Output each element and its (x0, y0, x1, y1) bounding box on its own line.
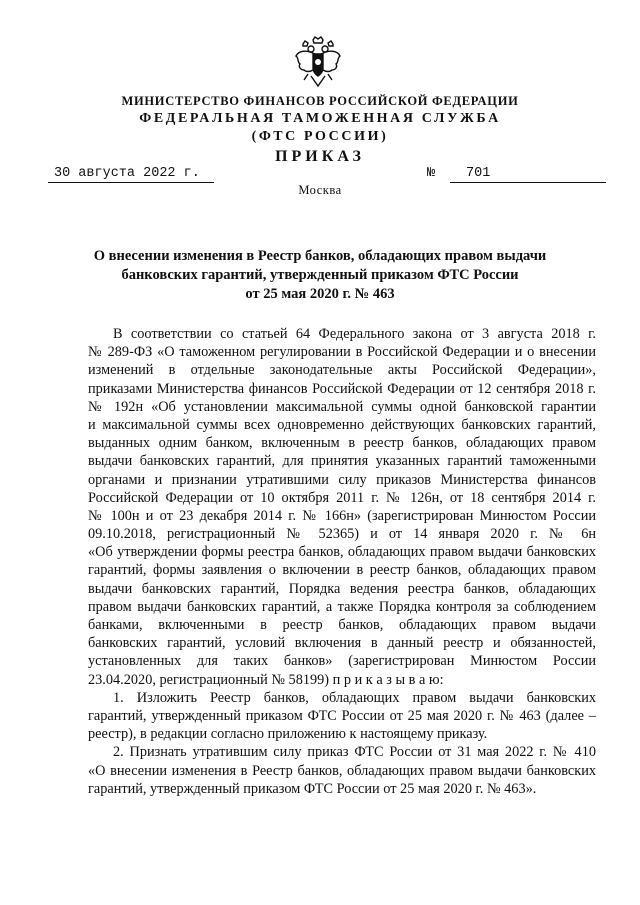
body-line: 23.04.2020, регистрационный № 58199) п р и к а з ы в а ю: (88, 671, 444, 688)
body-line: и максимальной суммы всех одновременно действующих банковских гарантий, (88, 416, 596, 433)
order-number-label: № (427, 166, 436, 181)
body-line: изменений в отдельные законодательные акты Российской Федерации», (88, 362, 596, 379)
body-line: правом выдачи банковских гарантий, а также Порядка контроля за соблюдением (88, 598, 596, 615)
order-number: 701 (450, 166, 606, 183)
body-line: выдачи банковских гарантий, Порядка ведения реестра банков, обладающих (88, 580, 596, 597)
title-line: банковских гарантий, утвержденный приказом ФТС России (121, 267, 519, 283)
body-line: гарантий, формы заявления о включении в реестр банков, обладающих правом (88, 562, 596, 579)
document-type: ПРИКАЗ (275, 148, 365, 165)
body-line: установленных для таких банков» (зарегистрирован Минюстом России (88, 653, 596, 670)
document-body (88, 325, 596, 798)
body-line: В соответствии со статьей 64 Федерального закона от 3 августа 2018 г. (113, 326, 596, 342)
body-line: органами и признании утратившими силу приказов Министерства финансов (88, 471, 596, 488)
city: Москва (298, 183, 342, 197)
body-line: банковских гарантий, условий включения в данный реестр и обязанностей, (88, 635, 596, 652)
item-1-line: 1. Изложить Реестр банков, обладающих правом выдачи банковских (113, 689, 596, 706)
body-line: 09.10.2018, регистрационный № 52365) и от 14 января 2020 г. № 6н (88, 526, 596, 543)
item-1-line: гарантий, утвержденный приказом ФТС России от 25 мая 2020 г. № 463 (далее – (88, 707, 596, 724)
body-line: приказами Министерства финансов Российской Федерации от 12 сентября 2018 г. (88, 380, 596, 397)
title-line: О внесении изменения в Реестр банков, обладающих правом выдачи (93, 248, 547, 264)
body-line: выдачи банковских гарантий, для принятия указанных гарантий таможенными (88, 453, 596, 470)
ministry-name: МИНИСТЕРСТВО ФИНАНСОВ РОССИЙСКОЙ ФЕДЕРАЦИИ (121, 94, 519, 108)
item-2-line: «О внесении изменения в Реестр банков, обладающих правом выдачи банковских (88, 762, 596, 779)
item-1-line: реестр), в редакции согласно приложению к настоящему приказу. (88, 726, 488, 743)
document-title (60, 247, 580, 304)
body-line: выданных одним банком, включенным в реестр банков, обладающих правом (88, 435, 596, 452)
body-line: Российской Федерации от 10 октября 2011 г. № 126н, от 18 сентября 2014 г. (88, 489, 596, 506)
service-short-name: (ФТС РОССИИ) (251, 129, 389, 144)
order-date: 30 августа 2022 г. (48, 166, 214, 183)
body-line: № 100н и от 23 декабря 2014 г. № 166н» (зарегистрирован Минюстом России (88, 507, 596, 524)
title-line: от 25 мая 2020 г. № 463 (245, 286, 395, 302)
item-2-line: 2. Признать утратившим силу приказ ФТС России от 31 мая 2022 г. № 410 (113, 744, 596, 761)
body-line: № 192н «Об установлении максимальной суммы одной банковской гарантии (88, 398, 596, 415)
coat-of-arms-emblem (293, 36, 343, 88)
item-2-line: гарантий, утвержденный приказом ФТС России от 25 мая 2020 г. № 463». (88, 780, 537, 797)
body-line: банками, включенными в реестр банков, обладающих правом выдачи (88, 617, 596, 633)
body-line: «Об утверждении формы реестра банков, обладающих правом выдачи банковских (88, 544, 596, 561)
body-line: № 289-ФЗ «О таможенном регулировании в Российской Федерации и о внесении (88, 344, 596, 361)
service-name: ФЕДЕРАЛЬНАЯ ТАМОЖЕННАЯ СЛУЖБА (139, 111, 501, 126)
